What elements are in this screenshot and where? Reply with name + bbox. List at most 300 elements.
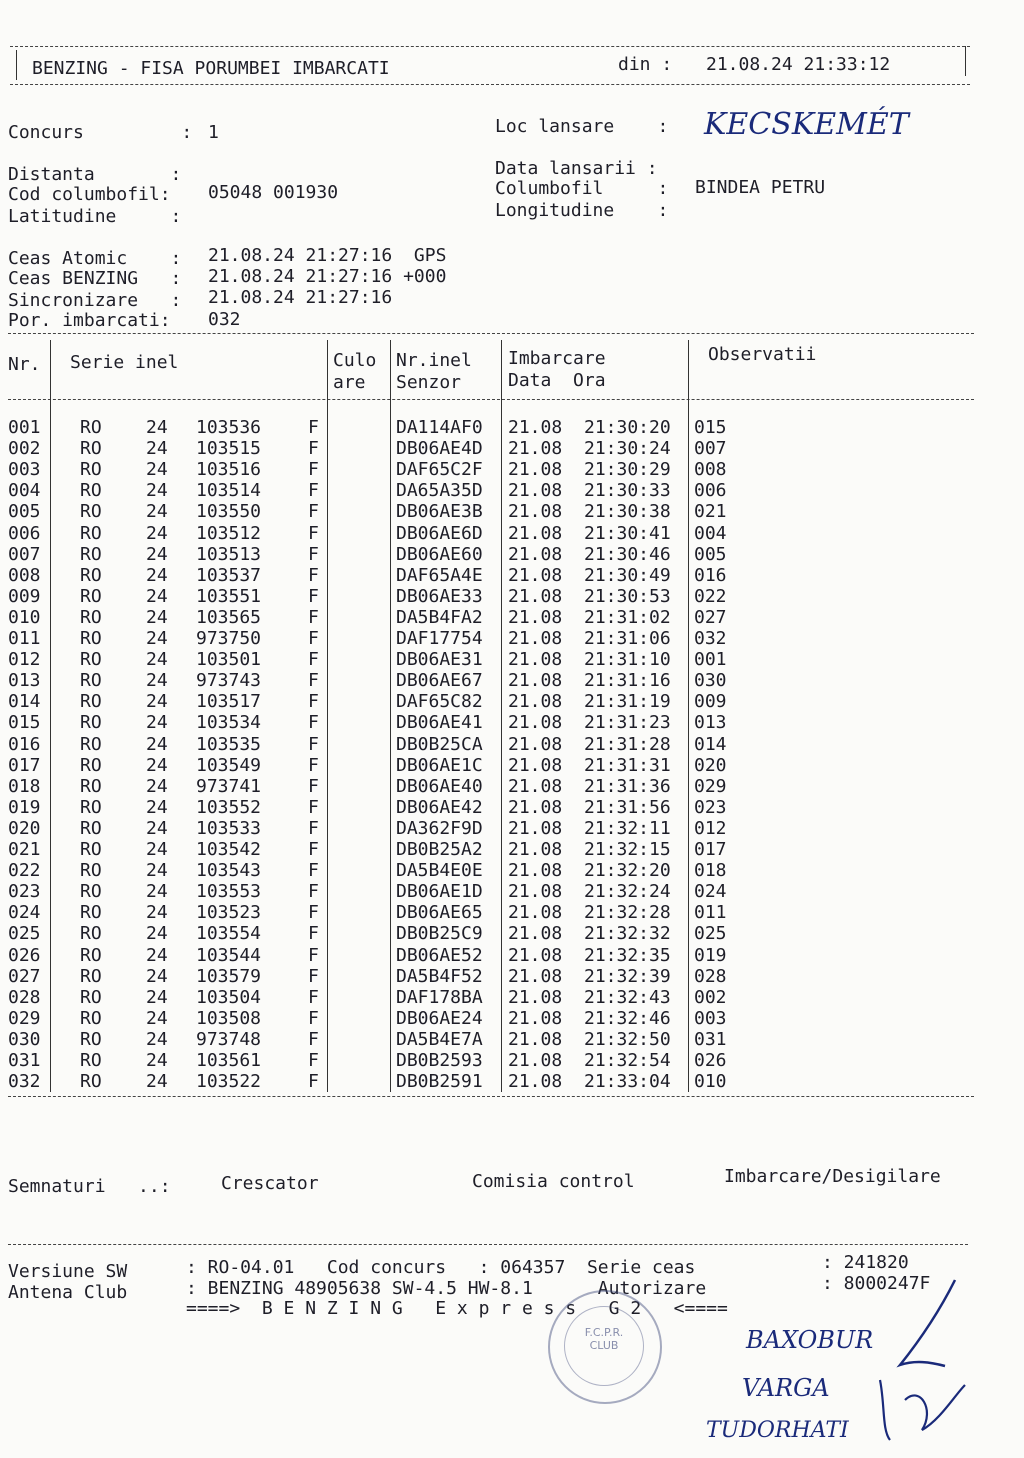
- cell-nr: 006: [8, 522, 41, 544]
- cell-date: 21.08: [508, 606, 563, 628]
- cell-observatii: 012: [694, 817, 727, 839]
- cell-sex: F: [308, 754, 319, 776]
- cell-date: 21.08: [508, 733, 563, 755]
- cell-observatii: 013: [694, 712, 727, 734]
- sincronizare-label: Sincronizare :: [8, 290, 182, 311]
- cell-date: 21.08: [508, 1050, 563, 1071]
- cell-ring-number: 103522: [196, 1071, 262, 1093]
- col-header-culoare-1: Culo: [333, 350, 377, 371]
- cell-country: RO: [80, 501, 102, 523]
- table-row: [0, 860, 1024, 881]
- cell-observatii: 007: [694, 438, 727, 460]
- cell-ring-number: 103554: [196, 923, 262, 945]
- cell-time: 21:32:28: [584, 902, 671, 924]
- cell-year: 24: [146, 543, 168, 565]
- cell-year: 24: [146, 417, 168, 438]
- footer-top-rule: [8, 1244, 968, 1245]
- cell-ring-number: 103579: [196, 965, 262, 987]
- cell-sensor: DB0B25CA: [396, 733, 483, 755]
- semnaturi-label: Semnaturi ..:: [8, 1176, 171, 1197]
- cell-date: 21.08: [508, 417, 563, 438]
- col-header-nr-inel-2: Senzor: [396, 372, 462, 393]
- cell-observatii: 030: [694, 670, 727, 692]
- cell-sensor: DA5B4E7A: [396, 1028, 483, 1050]
- cell-date: 21.08: [508, 1007, 563, 1029]
- cell-sex: F: [308, 649, 319, 671]
- cell-nr: 021: [8, 839, 41, 860]
- cell-year: 24: [146, 670, 168, 692]
- cell-year: 24: [146, 965, 168, 987]
- cell-sex: F: [308, 501, 319, 523]
- cell-nr: 025: [8, 923, 41, 945]
- cell-year: 24: [146, 817, 168, 839]
- cell-nr: 018: [8, 775, 41, 797]
- cell-ring-number: 103515: [196, 438, 262, 460]
- antena-club-label: Antena Club: [8, 1282, 128, 1303]
- cell-time: 21:32:54: [584, 1050, 671, 1071]
- cell-nr: 011: [8, 628, 41, 649]
- cell-observatii: 025: [694, 923, 727, 945]
- cell-observatii: 028: [694, 965, 727, 987]
- cell-observatii: 017: [694, 839, 727, 860]
- club-stamp: [548, 1290, 662, 1404]
- cell-time: 21:30:46: [584, 543, 671, 565]
- cell-country: RO: [80, 796, 102, 818]
- header-right-rule: [965, 46, 966, 76]
- cell-sensor: DB06AE41: [396, 712, 483, 734]
- cell-year: 24: [146, 754, 168, 776]
- cell-country: RO: [80, 480, 102, 502]
- concurs-value: 1: [208, 122, 219, 143]
- cell-year: 24: [146, 564, 168, 586]
- cell-time: 21:32:15: [584, 839, 671, 860]
- table-row: [0, 923, 1024, 944]
- cell-sensor: DB0B25A2: [396, 839, 483, 860]
- cell-time: 21:30:41: [584, 522, 671, 544]
- cell-sensor: DB06AE67: [396, 670, 483, 692]
- cell-year: 24: [146, 459, 168, 481]
- cell-year: 24: [146, 501, 168, 523]
- table-row: [0, 565, 1024, 586]
- distanta-label: Distanta :: [8, 164, 182, 185]
- cell-sensor: DA5B4E0E: [396, 860, 483, 882]
- cell-date: 21.08: [508, 564, 563, 586]
- cell-time: 21:32:39: [584, 965, 671, 987]
- club-stamp-text: F.C.P.R. CLUB: [584, 1326, 624, 1352]
- ceas-atomic-label: Ceas Atomic :: [8, 248, 182, 269]
- cell-sensor: DB06AE3B: [396, 501, 483, 523]
- cell-country: RO: [80, 691, 102, 713]
- col-header-imbarcare-2: Data Ora: [508, 370, 606, 391]
- cell-year: 24: [146, 522, 168, 544]
- cell-sex: F: [308, 417, 319, 438]
- cell-country: RO: [80, 1050, 102, 1071]
- ceas-benzing-value: 21.08.24 21:27:16 +000: [208, 266, 447, 287]
- table-row: [0, 417, 1024, 438]
- cell-nr: 031: [8, 1050, 41, 1071]
- cell-country: RO: [80, 459, 102, 481]
- cell-sex: F: [308, 733, 319, 755]
- cell-nr: 024: [8, 902, 41, 924]
- cell-ring-number: 103514: [196, 480, 262, 502]
- cell-sex: F: [308, 881, 319, 903]
- cell-nr: 008: [8, 564, 41, 586]
- cell-year: 24: [146, 923, 168, 945]
- cell-observatii: 015: [694, 417, 727, 438]
- cell-observatii: 004: [694, 522, 727, 544]
- cell-date: 21.08: [508, 459, 563, 481]
- cell-year: 24: [146, 733, 168, 755]
- cell-observatii: 003: [694, 1007, 727, 1029]
- table-row: [0, 902, 1024, 923]
- cell-time: 21:30:33: [584, 480, 671, 502]
- cell-time: 21:31:02: [584, 606, 671, 628]
- cell-sensor: DAF65A4E: [396, 564, 483, 586]
- cell-ring-number: 103550: [196, 501, 262, 523]
- table-row: [0, 607, 1024, 628]
- cell-observatii: 018: [694, 860, 727, 882]
- cell-date: 21.08: [508, 881, 563, 903]
- cell-year: 24: [146, 1071, 168, 1093]
- cell-country: RO: [80, 1007, 102, 1029]
- cell-sensor: DB06AE24: [396, 1007, 483, 1029]
- cell-nr: 020: [8, 817, 41, 839]
- cell-observatii: 024: [694, 881, 727, 903]
- cell-sex: F: [308, 480, 319, 502]
- cell-nr: 023: [8, 881, 41, 903]
- cell-country: RO: [80, 923, 102, 945]
- cell-ring-number: 103553: [196, 881, 262, 903]
- cell-ring-number: 103551: [196, 585, 262, 607]
- col-header-imbarcare-1: Imbarcare: [508, 348, 606, 369]
- cell-country: RO: [80, 881, 102, 903]
- cell-observatii: 029: [694, 775, 727, 797]
- cell-ring-number: 103542: [196, 839, 262, 860]
- cell-sex: F: [308, 944, 319, 966]
- cell-time: 21:30:24: [584, 438, 671, 460]
- cell-ring-number: 103536: [196, 417, 262, 438]
- cell-sex: F: [308, 1007, 319, 1029]
- cell-time: 21:30:38: [584, 501, 671, 523]
- table-row: [0, 755, 1024, 776]
- cell-nr: 028: [8, 986, 41, 1008]
- cell-nr: 004: [8, 480, 41, 502]
- cell-observatii: 014: [694, 733, 727, 755]
- cell-country: RO: [80, 1071, 102, 1093]
- cell-ring-number: 103543: [196, 860, 262, 882]
- cell-sex: F: [308, 796, 319, 818]
- cell-observatii: 031: [694, 1028, 727, 1050]
- cell-ring-number: 103565: [196, 606, 262, 628]
- cell-date: 21.08: [508, 965, 563, 987]
- cell-observatii: 011: [694, 902, 727, 924]
- cell-country: RO: [80, 417, 102, 438]
- cell-year: 24: [146, 860, 168, 882]
- cell-country: RO: [80, 438, 102, 460]
- cell-date: 21.08: [508, 522, 563, 544]
- cell-time: 21:30:29: [584, 459, 671, 481]
- cell-observatii: 020: [694, 754, 727, 776]
- cell-sex: F: [308, 986, 319, 1008]
- columbofil-label: Columbofil :: [495, 178, 669, 199]
- cell-observatii: 008: [694, 459, 727, 481]
- document-title: BENZING - FISA PORUMBEI IMBARCATI: [32, 58, 390, 79]
- cell-date: 21.08: [508, 860, 563, 882]
- cell-time: 21:31:06: [584, 628, 671, 649]
- cell-ring-number: 103534: [196, 712, 262, 734]
- cell-date: 21.08: [508, 438, 563, 460]
- cell-nr: 019: [8, 796, 41, 818]
- concurs-label: Concurs :: [8, 122, 193, 143]
- cell-time: 21:32:50: [584, 1028, 671, 1050]
- cell-date: 21.08: [508, 585, 563, 607]
- cell-sensor: DAF65C82: [396, 691, 483, 713]
- cell-sex: F: [308, 670, 319, 692]
- header-bottom-rule: [10, 84, 970, 85]
- cell-sex: F: [308, 817, 319, 839]
- cell-year: 24: [146, 839, 168, 860]
- cell-year: 24: [146, 775, 168, 797]
- cell-date: 21.08: [508, 839, 563, 860]
- table-row: [0, 586, 1024, 607]
- col-header-observatii: Observatii: [708, 344, 817, 365]
- signature-name-3: TUDORHATI: [706, 1418, 849, 1443]
- cell-time: 21:32:20: [584, 860, 671, 882]
- cell-country: RO: [80, 628, 102, 649]
- cell-sensor: DA5B4FA2: [396, 606, 483, 628]
- cell-ring-number: 103501: [196, 649, 262, 671]
- cod-columbofil-label: Cod columbofil:: [8, 184, 171, 205]
- table-row: [0, 712, 1024, 733]
- cell-year: 24: [146, 712, 168, 734]
- cell-sensor: DB06AE1D: [396, 881, 483, 903]
- cell-ring-number: 103504: [196, 986, 262, 1008]
- cell-date: 21.08: [508, 944, 563, 966]
- cell-sensor: DB0B2593: [396, 1050, 483, 1071]
- cell-country: RO: [80, 564, 102, 586]
- longitudine-label: Longitudine :: [495, 200, 669, 221]
- cell-sex: F: [308, 839, 319, 860]
- cell-sensor: DB06AE52: [396, 944, 483, 966]
- cell-year: 24: [146, 438, 168, 460]
- cell-country: RO: [80, 712, 102, 734]
- col-header-culoare-2: are: [333, 372, 366, 393]
- cell-nr: 015: [8, 712, 41, 734]
- cell-date: 21.08: [508, 902, 563, 924]
- cell-date: 21.08: [508, 923, 563, 945]
- cell-date: 21.08: [508, 670, 563, 692]
- ceas-atomic-value: 21.08.24 21:27:16 GPS: [208, 245, 447, 266]
- cell-country: RO: [80, 860, 102, 882]
- cell-time: 21:30:20: [584, 417, 671, 438]
- header-top-rule: [10, 46, 970, 47]
- cell-year: 24: [146, 606, 168, 628]
- cell-time: 21:30:49: [584, 564, 671, 586]
- cell-time: 21:32:46: [584, 1007, 671, 1029]
- cell-sensor: DB0B25C9: [396, 923, 483, 945]
- cell-country: RO: [80, 986, 102, 1008]
- table-row: [0, 881, 1024, 902]
- cell-sensor: DA65A35D: [396, 480, 483, 502]
- cell-time: 21:31:16: [584, 670, 671, 692]
- cell-time: 21:30:53: [584, 585, 671, 607]
- cell-ring-number: 103561: [196, 1050, 262, 1071]
- cell-date: 21.08: [508, 501, 563, 523]
- cell-sex: F: [308, 459, 319, 481]
- cell-sensor: DAF17754: [396, 628, 483, 649]
- cell-sex: F: [308, 438, 319, 460]
- cell-time: 21:32:32: [584, 923, 671, 945]
- table-row: [0, 839, 1024, 860]
- cell-ring-number: 973741: [196, 775, 262, 797]
- cell-sex: F: [308, 923, 319, 945]
- loc-lansare-label: Loc lansare :: [495, 116, 669, 137]
- cell-sensor: DA362F9D: [396, 817, 483, 839]
- cell-time: 21:32:35: [584, 944, 671, 966]
- cell-nr: 026: [8, 944, 41, 966]
- cell-time: 21:31:23: [584, 712, 671, 734]
- cell-ring-number: 973750: [196, 628, 262, 649]
- cell-time: 21:31:28: [584, 733, 671, 755]
- col-header-serie-inel: Serie inel: [70, 352, 179, 373]
- cell-sensor: DB06AE33: [396, 585, 483, 607]
- cell-country: RO: [80, 1028, 102, 1050]
- sincronizare-value: 21.08.24 21:27:16: [208, 287, 393, 308]
- cell-sensor: DB06AE4D: [396, 438, 483, 460]
- cell-nr: 030: [8, 1028, 41, 1050]
- header-left-rule: [16, 50, 17, 80]
- cell-ring-number: 103552: [196, 796, 262, 818]
- cell-ring-number: 103517: [196, 691, 262, 713]
- table-row: [0, 691, 1024, 712]
- cell-country: RO: [80, 670, 102, 692]
- table-row: [0, 1029, 1024, 1050]
- cell-sex: F: [308, 775, 319, 797]
- cell-sex: F: [308, 606, 319, 628]
- col-header-nr-inel-1: Nr.inel: [396, 350, 472, 371]
- cell-sex: F: [308, 1050, 319, 1071]
- cell-nr: 002: [8, 438, 41, 460]
- cell-nr: 003: [8, 459, 41, 481]
- cell-ring-number: 103512: [196, 522, 262, 544]
- table-row: [0, 438, 1024, 459]
- cell-sensor: DAF65C2F: [396, 459, 483, 481]
- versiune-sw-label: Versiune SW: [8, 1261, 128, 1282]
- cell-date: 21.08: [508, 817, 563, 839]
- cell-ring-number: 103533: [196, 817, 262, 839]
- cell-year: 24: [146, 649, 168, 671]
- cell-year: 24: [146, 986, 168, 1008]
- cell-date: 21.08: [508, 1071, 563, 1093]
- cell-sex: F: [308, 965, 319, 987]
- cell-nr: 009: [8, 585, 41, 607]
- table-bottom-rule: [8, 1096, 974, 1097]
- cell-ring-number: 103523: [196, 902, 262, 924]
- cell-country: RO: [80, 817, 102, 839]
- cod-columbofil-value: 05048 001930: [208, 182, 339, 203]
- loc-lansare-handwritten: KECSKEMÉT: [704, 107, 909, 142]
- autorizare-value: : 8000247F: [822, 1273, 931, 1294]
- cell-year: 24: [146, 1028, 168, 1050]
- cell-observatii: 016: [694, 564, 727, 586]
- table-row: [0, 523, 1024, 544]
- data-lansarii-label: Data lansarii :: [495, 158, 658, 179]
- cell-time: 21:31:31: [584, 754, 671, 776]
- cell-year: 24: [146, 881, 168, 903]
- cell-ring-number: 103516: [196, 459, 262, 481]
- latitudine-label: Latitudine :: [8, 206, 182, 227]
- cell-year: 24: [146, 628, 168, 649]
- cell-time: 21:31:36: [584, 775, 671, 797]
- cell-nr: 017: [8, 754, 41, 776]
- cell-nr: 010: [8, 606, 41, 628]
- table-row: [0, 459, 1024, 480]
- cell-year: 24: [146, 691, 168, 713]
- table-row: [0, 1071, 1024, 1092]
- table-header-top-rule: [8, 333, 974, 334]
- cell-observatii: 019: [694, 944, 727, 966]
- cell-observatii: 009: [694, 691, 727, 713]
- cell-year: 24: [146, 585, 168, 607]
- table-row: [0, 501, 1024, 522]
- footer-line-3: ====> B E N Z I N G E x p r e s s G 2 <====: [186, 1298, 728, 1319]
- cell-date: 21.08: [508, 796, 563, 818]
- cell-observatii: 001: [694, 649, 727, 671]
- cell-ring-number: 103535: [196, 733, 262, 755]
- cell-sensor: DA5B4F52: [396, 965, 483, 987]
- col-header-nr: Nr.: [8, 354, 41, 375]
- cell-sensor: DB06AE1C: [396, 754, 483, 776]
- cell-nr: 022: [8, 860, 41, 882]
- cell-country: RO: [80, 965, 102, 987]
- cell-country: RO: [80, 649, 102, 671]
- cell-sensor: DB0B2591: [396, 1071, 483, 1093]
- table-header-bottom-rule: [8, 399, 974, 400]
- cell-country: RO: [80, 754, 102, 776]
- cell-ring-number: 973743: [196, 670, 262, 692]
- table-row: [0, 480, 1024, 501]
- cell-year: 24: [146, 796, 168, 818]
- cell-time: 21:31:10: [584, 649, 671, 671]
- cell-observatii: 026: [694, 1050, 727, 1071]
- table-row: [0, 649, 1024, 670]
- cell-date: 21.08: [508, 712, 563, 734]
- cell-observatii: 006: [694, 480, 727, 502]
- table-row: [0, 797, 1024, 818]
- cell-year: 24: [146, 1007, 168, 1029]
- table-row: [0, 734, 1024, 755]
- cell-date: 21.08: [508, 480, 563, 502]
- cell-country: RO: [80, 902, 102, 924]
- cell-country: RO: [80, 585, 102, 607]
- cell-sensor: DB06AE42: [396, 796, 483, 818]
- cell-ring-number: 973748: [196, 1028, 262, 1050]
- table-row: [0, 544, 1024, 565]
- cell-sensor: DA114AF0: [396, 417, 483, 438]
- cell-year: 24: [146, 944, 168, 966]
- cell-sensor: DAF178BA: [396, 986, 483, 1008]
- cell-country: RO: [80, 775, 102, 797]
- cell-sensor: DB06AE65: [396, 902, 483, 924]
- cell-date: 21.08: [508, 691, 563, 713]
- cell-country: RO: [80, 606, 102, 628]
- cell-observatii: 021: [694, 501, 727, 523]
- crescator-label: Crescator: [221, 1173, 319, 1194]
- cell-nr: 007: [8, 543, 41, 565]
- cell-year: 24: [146, 1050, 168, 1071]
- cell-ring-number: 103537: [196, 564, 262, 586]
- cell-sensor: DB06AE40: [396, 775, 483, 797]
